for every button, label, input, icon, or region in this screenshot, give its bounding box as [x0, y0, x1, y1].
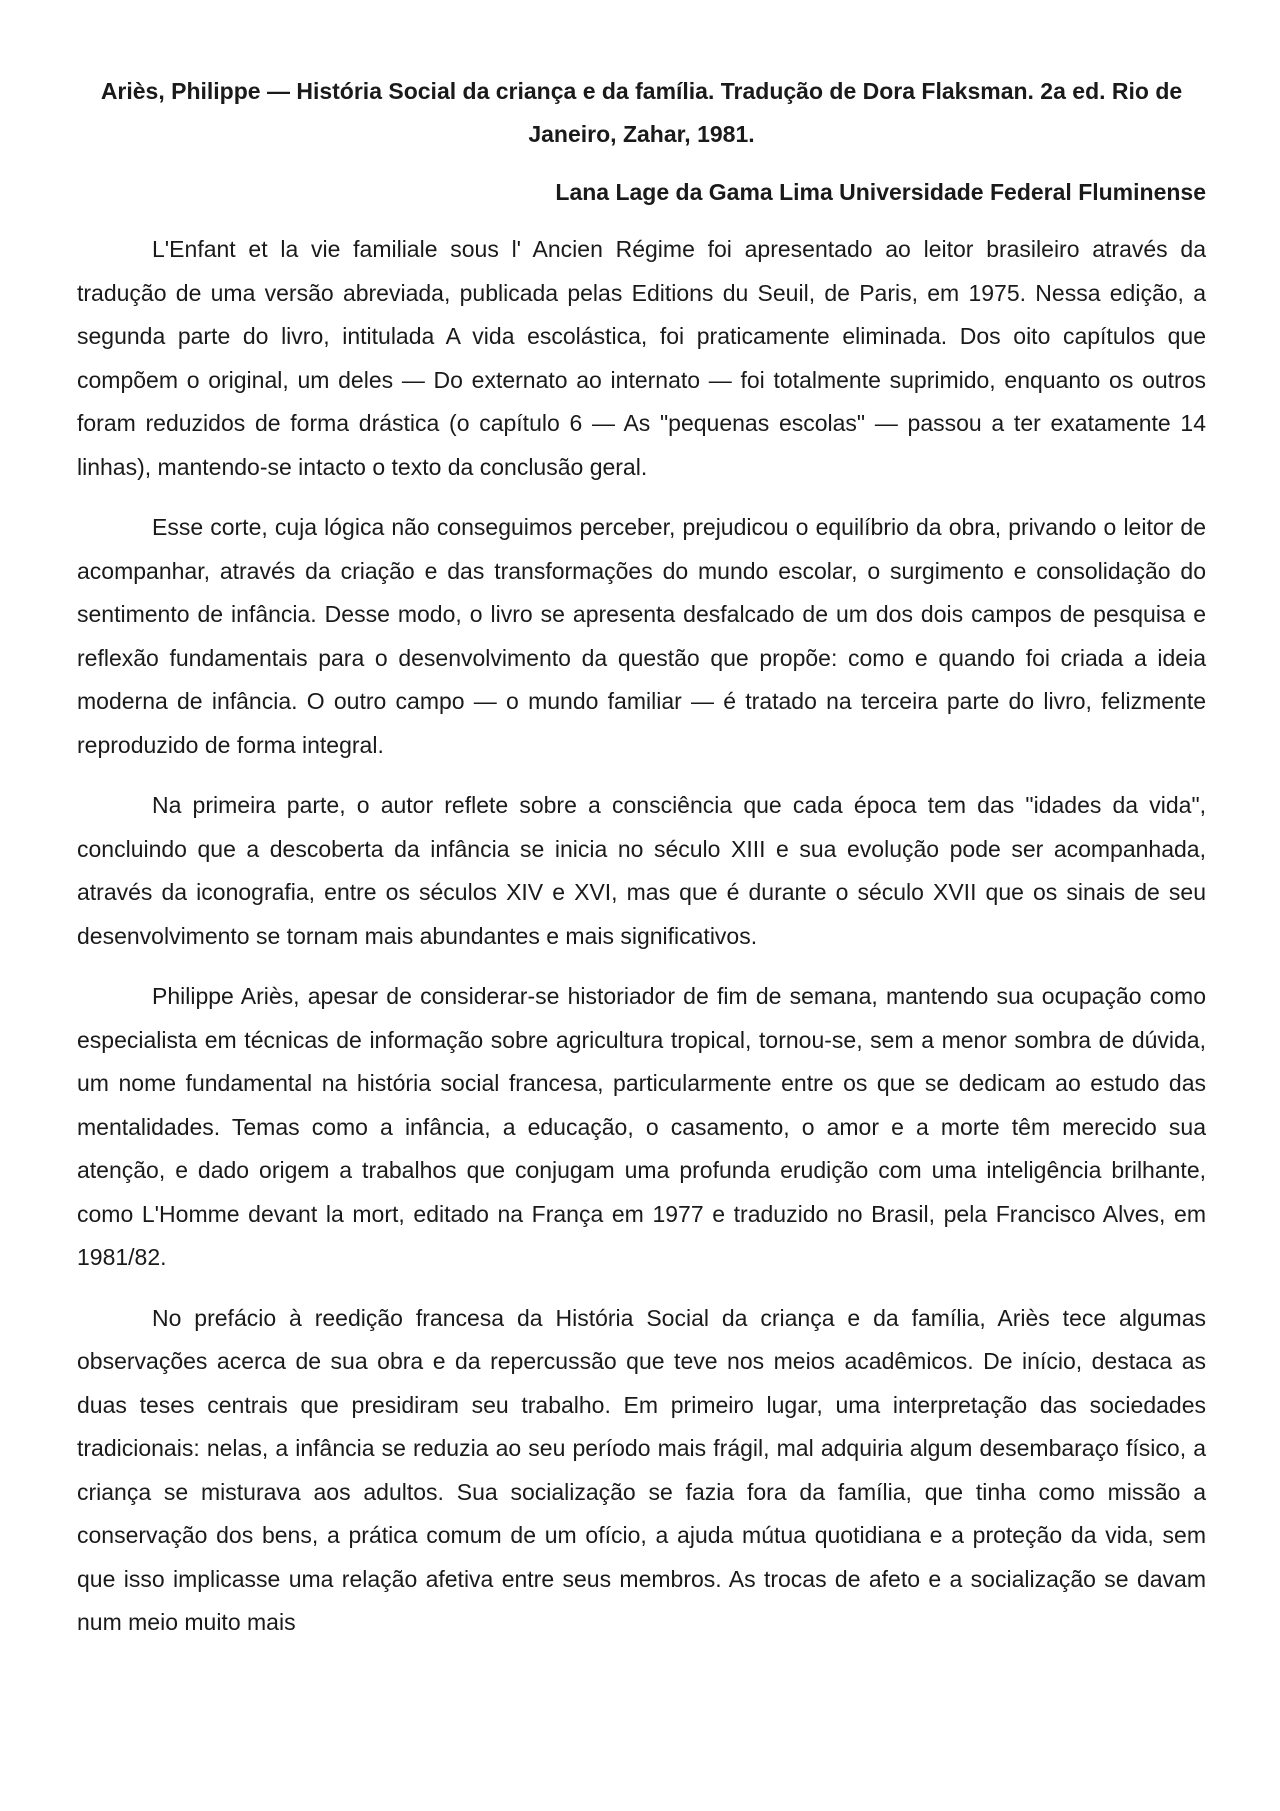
document-title: Ariès, Philippe — História Social da criança e da família. Tradução de Dora Flaksman. 2a ed. Rio de Janeiro, Zahar, 1981. [100, 78, 1183, 147]
body-paragraph: Philippe Ariès, apesar de considerar-se historiador de fim de semana, mantendo sua ocupação como especialista em técnicas de informação sobre agricultura tropical, tornou-se, sem a menor sombra de dúvida, um nome fundamental na história social francesa, particularmente entre os que se dedicam ao estudo das mentalidades. Temas como a infância, a educação, o casamento, o amor e a morte têm merecido sua atenção, e dado origem a trabalhos que conjugam uma profunda erudição com uma inteligência brilhante, como L'Homme devant la mort, editado na França em 1977 e traduzido no Brasil, pela Francisco Alves, em 1981/82. [77, 983, 1206, 1270]
body-paragraph: Esse corte, cuja lógica não conseguimos perceber, prejudicou o equilíbrio da obra, privando o leitor de acompanhar, através da criação e das transformações do mundo escolar, o surgimento e consolidação do sentimento de infância. Desse modo, o livro se apresenta desfalcado de um dos dois campos de pesquisa e reflexão fundamentais para o desenvolvimento da questão que propõe: como e quando foi criada a ideia moderna de infância. O outro campo — o mundo familiar — é tratado na terceira parte do livro, felizmente reproduzido de forma integral. [77, 514, 1206, 758]
body-paragraph: Na primeira parte, o autor reflete sobre a consciência que cada época tem das "idades da vida", concluindo que a descoberta da infância se inicia no século XIII e sua evolução pode ser acompanhada, através da iconografia, entre os séculos XIV e XVI, mas que é durante o século XVII que os sinais de seu desenvolvimento se tornam mais abundantes e mais significativos. [77, 792, 1206, 949]
document-page [77, 70, 1206, 1645]
body-paragraph: L'Enfant et la vie familiale sous l' Ancien Régime foi apresentado ao leitor brasileiro através da tradução de uma versão abreviada, publicada pelas Editions du Seuil, de Paris, em 1975. Nessa edição, a segunda parte do livro, intitulada A vida escolástica, foi praticamente eliminada. Dos oito capítulos que compõem o original, um deles — Do externato ao internato — foi totalmente suprimido, enquanto os outros foram reduzidos de forma drástica (o capítulo 6 — As "pequenas escolas" — passou a ter exatamente 14 linhas), mantendo-se intacto o texto da conclusão geral. [77, 236, 1206, 480]
author-affiliation: Lana Lage da Gama Lima Universidade Federal Fluminense [555, 179, 1206, 205]
body-paragraph: No prefácio à reedição francesa da História Social da criança e da família, Ariès tece algumas observações acerca de sua obra e da repercussão que teve nos meios acadêmicos. De início, destaca as duas teses centrais que presidiram seu trabalho. Em primeiro lugar, uma interpretação das sociedades tradicionais: nelas, a infância se reduzia ao seu período mais frágil, mal adquiria algum desembaraço físico, a criança se misturava aos adultos. Sua socialização se fazia fora da família, que tinha como missão a conservação dos bens, a prática comum de um ofício, a ajuda mútua quotidiana e a proteção da vida, sem que isso implicasse uma relação afetiva entre seus membros. As trocas de afeto e a socialização se davam num meio muito mais [77, 1304, 1206, 1635]
